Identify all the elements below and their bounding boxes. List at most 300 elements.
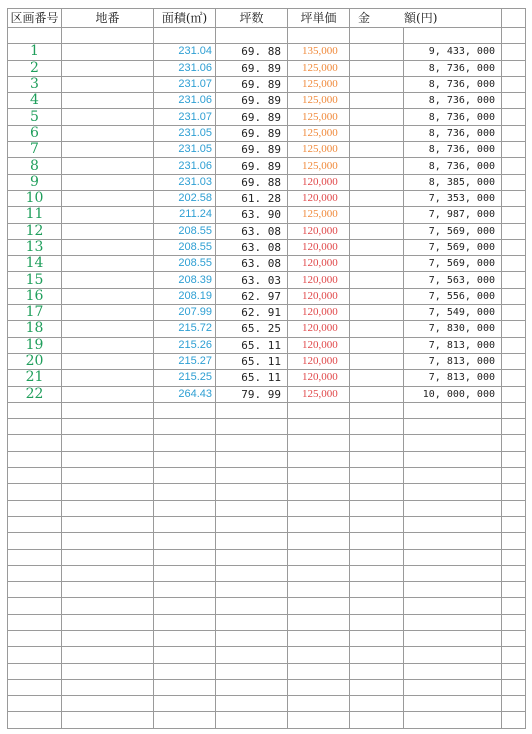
table-cell-empty [8,419,62,435]
table-cell-empty [404,451,502,467]
table-cell-empty [350,614,404,630]
blank-cell [502,386,526,402]
unit-price-cell: 125,000 [288,60,350,76]
table-cell-empty [288,614,350,630]
table-cell-empty [62,484,154,500]
amount-cell: 7, 569, 000 [404,223,502,239]
table-cell-empty [404,402,502,418]
table-cell-empty [288,565,350,581]
table-cell-empty [350,435,404,451]
tsubo-cell: 63. 08 [216,239,288,255]
tsubo-cell: 65. 11 [216,370,288,386]
table-cell-empty [8,712,62,728]
table-cell-empty [8,647,62,663]
blank-cell [350,93,404,109]
unit-price-cell: 120,000 [288,190,350,206]
amount-cell: 10, 000, 000 [404,386,502,402]
table-cell-empty [8,468,62,484]
table-cell-empty [216,549,288,565]
blank-cell [502,370,526,386]
blank-cell [502,256,526,272]
table-cell-empty [8,28,62,44]
table-cell-empty [8,484,62,500]
table-row-empty [8,712,526,728]
lot-number-cell: 22 [8,386,62,402]
lot-number-cell: 9 [8,174,62,190]
table-cell-empty [8,614,62,630]
area-cell: 231.05 [154,125,216,141]
amount-cell: 7, 569, 000 [404,239,502,255]
table-cell-empty [350,533,404,549]
table-cell-empty [288,516,350,532]
land-number-cell [62,239,154,255]
table-row-empty [8,549,526,565]
blank-cell [350,142,404,158]
area-cell: 264.43 [154,386,216,402]
lot-number-cell: 1 [8,44,62,60]
table-cell-empty [404,712,502,728]
table-cell-empty [288,630,350,646]
table-cell-empty [404,696,502,712]
table-cell-empty [404,533,502,549]
table-cell-empty [62,565,154,581]
table-cell-empty [216,598,288,614]
table-row [8,93,526,109]
table-row [8,109,526,125]
table-cell-empty [502,533,526,549]
table-cell-empty [62,696,154,712]
table-cell-empty [154,549,216,565]
blank-cell [350,109,404,125]
table-row-empty [8,402,526,418]
amount-cell: 8, 736, 000 [404,60,502,76]
table-cell-empty [350,28,404,44]
table-cell-empty [154,712,216,728]
lot-number-cell: 13 [8,239,62,255]
table-cell-empty [154,696,216,712]
area-cell: 215.26 [154,337,216,353]
table-row [8,386,526,402]
table-row [8,256,526,272]
table-cell-empty [404,582,502,598]
table-cell-empty [8,696,62,712]
blank-cell [502,76,526,92]
lot-number-cell: 17 [8,305,62,321]
table-row [8,190,526,206]
tsubo-cell: 65. 25 [216,321,288,337]
table-row [8,60,526,76]
table-cell-empty [288,679,350,695]
blank-cell [502,337,526,353]
land-number-cell [62,337,154,353]
blank-cell [502,305,526,321]
header-amount-left: 金 [358,11,371,25]
table-cell-empty [8,500,62,516]
table-cell-empty [350,582,404,598]
table-cell-empty [404,516,502,532]
table-cell-empty [404,549,502,565]
header-row [8,9,526,28]
table-cell-empty [350,549,404,565]
table-row [8,337,526,353]
unit-price-cell: 125,000 [288,207,350,223]
table-cell-empty [62,582,154,598]
table-cell-empty [8,435,62,451]
table-cell-empty [62,647,154,663]
table-cell-empty [62,451,154,467]
table-row-empty [8,663,526,679]
amount-cell: 7, 813, 000 [404,370,502,386]
area-cell: 202.58 [154,190,216,206]
land-number-cell [62,223,154,239]
blank-cell [350,370,404,386]
table-cell-empty [502,663,526,679]
table-cell-empty [288,582,350,598]
amount-cell: 8, 385, 000 [404,174,502,190]
table-cell-empty [216,533,288,549]
table-cell-empty [404,679,502,695]
blank-cell [350,158,404,174]
land-number-cell [62,321,154,337]
header-amount-right: 額(円) [404,11,438,25]
table-cell-empty [8,598,62,614]
blank-cell [350,272,404,288]
lot-number-cell: 19 [8,337,62,353]
area-cell: 231.06 [154,158,216,174]
table-cell-empty [216,647,288,663]
tsubo-cell: 65. 11 [216,337,288,353]
table-cell-empty [502,679,526,695]
table-cell-empty [404,663,502,679]
area-cell: 231.03 [154,174,216,190]
table-cell-empty [502,468,526,484]
amount-cell: 7, 556, 000 [404,288,502,304]
table-cell-empty [154,647,216,663]
table-row-empty [8,565,526,581]
blank-cell [502,142,526,158]
table-cell-empty [62,712,154,728]
tsubo-cell: 79. 99 [216,386,288,402]
land-number-cell [62,256,154,272]
unit-price-cell: 125,000 [288,109,350,125]
amount-cell: 8, 736, 000 [404,142,502,158]
land-number-cell [62,44,154,60]
blank-cell [502,223,526,239]
table-cell-empty [350,451,404,467]
unit-price-cell: 120,000 [288,353,350,369]
table-cell-empty [404,468,502,484]
table-cell-empty [288,712,350,728]
table-cell-empty [154,419,216,435]
lot-number-cell: 3 [8,76,62,92]
table-row [8,207,526,223]
amount-cell: 8, 736, 000 [404,125,502,141]
amount-cell: 7, 987, 000 [404,207,502,223]
table-cell-empty [62,630,154,646]
table-cell-empty [8,679,62,695]
table-row [8,44,526,60]
table-cell-empty [502,614,526,630]
area-cell: 211.24 [154,207,216,223]
table-cell-empty [154,630,216,646]
table-row [8,125,526,141]
unit-price-cell: 135,000 [288,44,350,60]
lot-price-table [7,8,526,729]
blank-cell [350,223,404,239]
table-cell-empty [216,451,288,467]
table-cell-empty [404,484,502,500]
amount-cell: 7, 830, 000 [404,321,502,337]
blank-cell [502,158,526,174]
table-row-empty [8,614,526,630]
table-cell-empty [288,468,350,484]
land-number-cell [62,158,154,174]
table-cell-empty [8,533,62,549]
table-cell-empty [8,549,62,565]
table-cell-empty [502,435,526,451]
blank-cell [502,272,526,288]
table-cell-empty [350,663,404,679]
table-cell-empty [404,630,502,646]
table-cell-empty [288,402,350,418]
lot-number-cell: 10 [8,190,62,206]
table-cell-empty [216,663,288,679]
unit-price-cell: 120,000 [288,337,350,353]
table-row [8,158,526,174]
area-cell: 231.06 [154,60,216,76]
tsubo-cell: 69. 89 [216,142,288,158]
table-cell-empty [350,516,404,532]
unit-price-cell: 125,000 [288,386,350,402]
table-cell-empty [216,679,288,695]
land-number-cell [62,60,154,76]
table-row [8,223,526,239]
blank-cell [502,190,526,206]
table-cell-empty [8,582,62,598]
land-number-cell [62,288,154,304]
table-row [8,321,526,337]
unit-price-cell: 120,000 [288,174,350,190]
table-cell-empty [404,598,502,614]
table-cell-empty [404,28,502,44]
table-cell-empty [350,679,404,695]
table-cell-empty [216,516,288,532]
header-land-number: 地番 [62,9,154,28]
table-cell-empty [154,516,216,532]
table-cell-empty [288,435,350,451]
land-number-cell [62,190,154,206]
land-number-cell [62,76,154,92]
area-cell: 231.06 [154,93,216,109]
table-cell-empty [350,598,404,614]
land-number-cell [62,353,154,369]
tsubo-cell: 69. 88 [216,44,288,60]
land-number-cell [62,142,154,158]
land-number-cell [62,305,154,321]
unit-price-cell: 120,000 [288,223,350,239]
blank-cell [350,288,404,304]
table-cell-empty [216,630,288,646]
table-cell-empty [288,500,350,516]
blank-cell [350,76,404,92]
blank-cell [502,288,526,304]
table-cell-empty [216,614,288,630]
lot-number-cell: 12 [8,223,62,239]
tsubo-cell: 63. 08 [216,223,288,239]
table-row-empty [8,679,526,695]
table-cell-empty [154,533,216,549]
land-number-cell [62,125,154,141]
table-cell-empty [216,500,288,516]
table-cell-empty [404,435,502,451]
amount-cell: 7, 813, 000 [404,337,502,353]
table-cell-empty [288,549,350,565]
table-cell-empty [216,402,288,418]
table-cell-empty [216,435,288,451]
table-row-blank [8,28,526,44]
table-cell-empty [62,402,154,418]
table-cell-empty [288,696,350,712]
blank-cell [350,305,404,321]
table-cell-empty [502,419,526,435]
unit-price-cell: 120,000 [288,288,350,304]
table-row-empty [8,419,526,435]
table-cell-empty [154,663,216,679]
tsubo-cell: 63. 03 [216,272,288,288]
table-cell-empty [502,500,526,516]
lot-number-cell: 7 [8,142,62,158]
blank-cell [350,337,404,353]
table-cell-empty [154,402,216,418]
table-cell-empty [154,565,216,581]
lot-number-cell: 16 [8,288,62,304]
table-row [8,305,526,321]
blank-cell [350,174,404,190]
table-cell-empty [216,565,288,581]
table-cell-empty [288,28,350,44]
tsubo-cell: 63. 90 [216,207,288,223]
blank-cell [350,207,404,223]
table-cell-empty [288,533,350,549]
table-cell-empty [502,565,526,581]
tsubo-cell: 69. 89 [216,125,288,141]
table-cell-empty [350,402,404,418]
table-cell-empty [502,549,526,565]
table-row-empty [8,647,526,663]
table-cell-empty [216,468,288,484]
table-cell-empty [216,484,288,500]
area-cell: 231.07 [154,76,216,92]
table-cell-empty [62,598,154,614]
blank-cell [502,60,526,76]
unit-price-cell: 125,000 [288,93,350,109]
table-cell-empty [502,598,526,614]
unit-price-cell: 120,000 [288,305,350,321]
table-cell-empty [154,679,216,695]
table-cell-empty [62,468,154,484]
blank-cell [502,353,526,369]
unit-price-cell: 125,000 [288,125,350,141]
amount-cell: 7, 813, 000 [404,353,502,369]
tsubo-cell: 69. 89 [216,93,288,109]
table-cell-empty [154,435,216,451]
table-row-empty [8,598,526,614]
table-cell-empty [288,647,350,663]
blank-cell [502,44,526,60]
tsubo-cell: 69. 89 [216,60,288,76]
amount-cell: 8, 736, 000 [404,158,502,174]
table-row-empty [8,533,526,549]
unit-price-cell: 125,000 [288,76,350,92]
amount-cell: 7, 563, 000 [404,272,502,288]
table-cell-empty [288,484,350,500]
table-cell-empty [288,598,350,614]
tsubo-cell: 62. 91 [216,305,288,321]
unit-price-cell: 125,000 [288,158,350,174]
tsubo-cell: 69. 89 [216,109,288,125]
table-cell-empty [8,516,62,532]
blank-cell [502,174,526,190]
table-cell-empty [502,451,526,467]
header-blank [502,9,526,28]
table-cell-empty [288,419,350,435]
area-cell: 208.55 [154,223,216,239]
blank-cell [502,93,526,109]
table-cell-empty [216,28,288,44]
table-row-empty [8,435,526,451]
area-cell: 207.99 [154,305,216,321]
blank-cell [350,60,404,76]
table-cell-empty [502,28,526,44]
table-cell-empty [350,484,404,500]
table-row [8,288,526,304]
land-number-cell [62,272,154,288]
unit-price-cell: 120,000 [288,370,350,386]
area-cell: 231.07 [154,109,216,125]
table-cell-empty [404,647,502,663]
header-tsubo: 坪数 [216,9,288,28]
table-cell-empty [350,419,404,435]
table-cell-empty [350,712,404,728]
lot-number-cell: 14 [8,256,62,272]
lot-number-cell: 21 [8,370,62,386]
area-cell: 208.39 [154,272,216,288]
blank-cell [350,353,404,369]
tsubo-cell: 69. 89 [216,158,288,174]
table-cell-empty [216,712,288,728]
lot-number-cell: 11 [8,207,62,223]
lot-number-cell: 5 [8,109,62,125]
header-amount [350,9,502,28]
land-number-cell [62,174,154,190]
blank-cell [350,321,404,337]
table-cell-empty [404,565,502,581]
table-cell-empty [502,712,526,728]
table-cell-empty [216,696,288,712]
table-row [8,353,526,369]
tsubo-cell: 65. 11 [216,353,288,369]
table-cell-empty [8,565,62,581]
table-row-empty [8,484,526,500]
table-cell-empty [154,582,216,598]
table-cell-empty [62,663,154,679]
blank-cell [502,125,526,141]
table-cell-empty [404,500,502,516]
amount-cell: 8, 736, 000 [404,93,502,109]
area-cell: 208.55 [154,239,216,255]
blank-cell [350,239,404,255]
table-body [8,28,526,729]
